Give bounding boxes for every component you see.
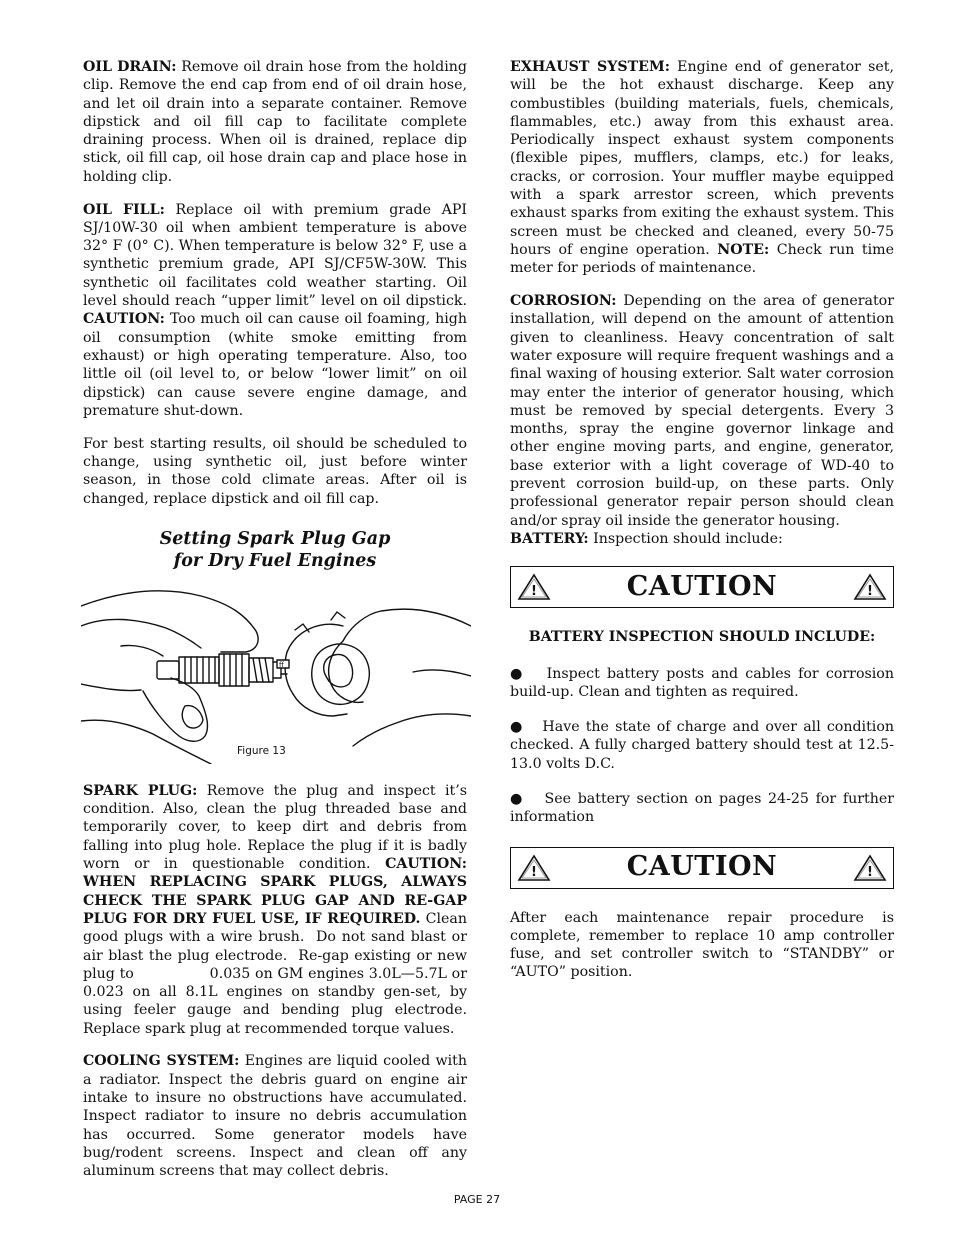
spark-plug-figure <box>81 586 471 764</box>
spark-plug-caution: CAUTION: WHEN REPLACING SPARK PLUGS, ALWAYS CHECK THE SPARK PLUG GAP AND RE-GAP PLUG FOR DRY FUEL USE, IF REQUIRED. <box>83 856 467 927</box>
bullet-text: Inspect battery posts and cables for corrosion build-up. Clean and tighten as required. <box>510 665 894 700</box>
oil-fill-caution-label: CAUTION: <box>83 311 165 328</box>
best-starting-paragraph: For best starting results, oil should be scheduled to change, using synthetic oil, just before winter season, in those cold climate areas. After oil is changed, replace dipstick and oil fill cap. <box>83 435 467 507</box>
section-heading-line1: Setting Spark Plug Gap <box>159 528 391 549</box>
svg-text:!: ! <box>531 584 537 600</box>
spark-plug-illustration <box>81 586 471 764</box>
svg-text:!: ! <box>867 864 873 880</box>
bullet-icon: ● <box>510 791 525 807</box>
after-maintenance-paragraph: After each maintenance repair procedure is complete, remember to replace 10 amp controller fuse, and set controller switch to “STANDBY” or “AUTO” position. <box>510 909 894 981</box>
spark-plug-text2: Clean good plugs with a wire brush. Do not sand blast or air blast the plug electrode. Re-gap existing or new plug to 0.035 on GM engines 3.0L—5.7L or 0.023 on all 8.1L engines on standby gen-set, by using feeler gauge and bending plug electrode. Replace spark plug at recommended torque values. <box>83 910 472 1037</box>
bullet-item-3 <box>510 790 894 827</box>
spark-plug-paragraph <box>83 782 472 1038</box>
left-column <box>83 58 472 1195</box>
battery-text: Inspection should include: <box>588 530 783 547</box>
oil-fill-text: Replace oil with premium grade API SJ/10W-30 oil when ambient temperature is above 32° F (0° C). When temperature is below 32° F, use a synthetic premium grade, API SJ/CF5W-30W. This synthetic oil facilitates cold weather starting. Oil level should reach “upper limit” level on oil dipstick. <box>83 201 467 310</box>
right-column <box>510 58 894 996</box>
warning-triangle-icon <box>517 573 551 601</box>
section-heading-line2: for Dry Fuel Engines <box>173 550 377 571</box>
warning-triangle-icon <box>853 854 887 882</box>
oil-fill-paragraph <box>83 201 467 421</box>
battery-paragraph <box>510 530 894 548</box>
spark-plug-label: SPARK PLUG: <box>83 782 198 799</box>
bullet-item-1 <box>510 665 894 702</box>
bullet-item-2 <box>510 718 894 773</box>
exhaust-text: Engine end of generator set, will be the hot exhaust discharge. Keep any combustibles (building materials, fuels, chemicals, flammables, etc.) away from this exhaust area. Periodically inspect exhaust system components (flexible pipes, mufflers, clamps, etc.) for leaks, cracks, or corrosion. Your muffler maybe equipped with a spark arrestor screen, which prevents exhaust sparks from exiting the exhaust system. This screen must be checked and cleaned, every 50-75 hours of engine operation. <box>510 59 894 258</box>
cooling-paragraph <box>83 1052 467 1180</box>
caution-banner-2 <box>510 847 894 889</box>
section-heading <box>83 528 467 572</box>
figure-caption: Figure 13 <box>237 744 286 757</box>
exhaust-note-label: NOTE: <box>717 241 770 258</box>
page-number: PAGE 27 <box>453 1193 501 1206</box>
oil-drain-paragraph <box>83 58 467 186</box>
caution-word: CAUTION <box>626 571 778 603</box>
spark-plug-text: Remove the plug and inspect it’s condition. Also, clean the plug threaded base and temporarily cover, to keep dirt and debris from falling into plug hole. Replace the plug if it is badly worn or in questionable condition. <box>83 782 468 873</box>
warning-triangle-icon <box>853 573 887 601</box>
bullet-text: See battery section on pages 24-25 for further information <box>510 791 895 826</box>
exhaust-note-text: Check run time meter for periods of maintenance. <box>510 241 894 277</box>
oil-drain-text: Remove oil drain hose from the holding clip. Remove the end cap from end of oil drain hose, and let oil drain into a separate container. Remove dipstick and oil fill cap to facilitate complete draining process. When oil is drained, replace dip stick, oil fill cap, oil hose drain cap and place hose in holding clip. <box>83 59 467 185</box>
battery-label: BATTERY: <box>510 530 589 547</box>
exhaust-label: EXHAUST SYSTEM: <box>510 59 670 75</box>
exhaust-paragraph <box>510 58 894 278</box>
svg-text:!: ! <box>867 584 873 600</box>
corrosion-text: Depending on the area of generator installation, will depend on the amount of attention given to cleanliness. Heavy concentration of salt water exposure will require frequent washings and a final waxing of housing exterior. Salt water corrosion may enter the interior of generator housing, which must be removed by special detergents. Every 3 months, spray the engine governor linkage and other engine moving parts, and engine, generator, base exterior with a light coverage of WD-40 to prevent corrosion build-up, on these parts. Only professional generator repair person should clean and/or spray oil inside the generator housing. <box>510 293 894 529</box>
battery-inspection-heading: BATTERY INSPECTION SHOULD INCLUDE: <box>528 629 876 646</box>
svg-text:!: ! <box>531 864 537 880</box>
warning-triangle-icon <box>517 854 551 882</box>
svg-text:ff: ff <box>279 660 284 669</box>
oil-fill-label: OIL FILL: <box>83 201 165 218</box>
corrosion-paragraph <box>510 292 894 530</box>
caution-banner-1 <box>510 566 894 608</box>
bullet-icon: ● <box>510 665 526 682</box>
corrosion-label: CORROSION: <box>510 293 617 310</box>
oil-drain-label: OIL DRAIN: <box>83 59 177 75</box>
bullet-icon: ● <box>510 719 524 736</box>
cooling-label: COOLING SYSTEM: <box>83 1053 240 1070</box>
oil-fill-caution-text: Too much oil can cause oil foaming, high oil consumption (white smoke emitting from exhaust) or high operating temperature. Also, too little oil (oil level to, or below “lower limit” on oil dipstick) can cause severe engine damage, and premature shut-down. <box>83 311 467 419</box>
bullet-text: Have the state of charge and over all condition checked. A fully charged battery should test at 12.5-13.0 volts D.C. <box>510 719 895 772</box>
cooling-text: Engines are liquid cooled with a radiator. Inspect the debris guard on engine air intake to insure no obstructions have accumulated. Inspect radiator to insure no debris accumulation has occurred. Some generator models have bug/rodent screens. Inspect and clean off any aluminum screens that may collect debris. <box>83 1053 468 1180</box>
caution-word: CAUTION <box>626 851 778 883</box>
